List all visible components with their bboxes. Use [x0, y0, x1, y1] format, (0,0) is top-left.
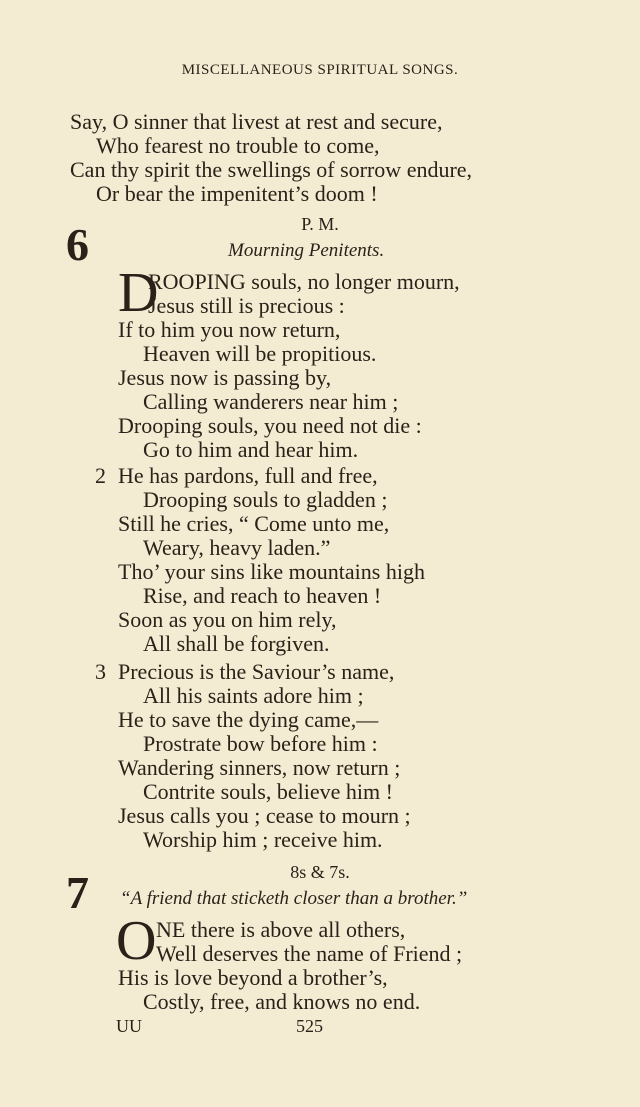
- verse-line: His is love beyond a brother’s,: [118, 965, 388, 990]
- verse-line: Or bear the impenitent’s doom !: [96, 181, 378, 206]
- verse-line: Say, O sinner that livest at rest and secure,: [70, 109, 443, 134]
- verse-line: Drooping souls to gladden ;: [143, 487, 388, 512]
- verse-line: Jesus calls you ; cease to mourn ;: [118, 803, 411, 828]
- verse-line: Soon as you on him rely,: [118, 607, 337, 632]
- verse-line: Calling wanderers near him ;: [143, 389, 399, 414]
- verse-line: Well deserves the name of Friend ;: [156, 941, 463, 966]
- verse-line: If to him you now return,: [118, 317, 341, 342]
- verse-line: ROOPING souls, no longer mourn,: [148, 269, 460, 294]
- drop-cap: D: [118, 262, 159, 324]
- verse-line: He to save the dying came,—: [118, 707, 379, 732]
- verse-line: All his saints adore him ;: [143, 683, 364, 708]
- verse-line: Jesus still is precious :: [148, 293, 345, 318]
- hymn-meter: P. M.: [301, 214, 339, 234]
- stanza-number: 2: [95, 463, 106, 488]
- hymn-title: Mourning Penitents.: [228, 240, 385, 261]
- verse-line: NE there is above all others,: [156, 917, 406, 942]
- drop-cap: O: [116, 910, 157, 972]
- verse-line: Tho’ your sins like mountains high: [118, 559, 425, 584]
- verse-line: Weary, heavy laden.”: [143, 535, 331, 560]
- verse-line: Prostrate bow before him :: [143, 731, 378, 756]
- verse-line: Go to him and hear him.: [143, 437, 359, 462]
- stanza-number: 3: [95, 659, 106, 684]
- verse-line: Jesus now is passing by,: [118, 365, 332, 390]
- signature-mark: UU: [116, 1016, 142, 1036]
- verse-line: Costly, free, and knows no end.: [143, 989, 421, 1014]
- verse-line: Who fearest no trouble to come,: [96, 133, 380, 158]
- verse-line: All shall be forgiven.: [143, 631, 330, 656]
- page-number: 525: [296, 1016, 323, 1036]
- verse-line: Rise, and reach to heaven !: [143, 583, 382, 608]
- verse-line: Heaven will be propitious.: [143, 341, 377, 366]
- verse-line: Wandering sinners, now return ;: [118, 755, 401, 780]
- running-header: MISCELLANEOUS SPIRITUAL SONGS.: [181, 62, 459, 78]
- verse-line: Precious is the Saviour’s name,: [118, 659, 395, 684]
- hymn-meter: 8s & 7s.: [290, 862, 350, 882]
- verse-line: He has pardons, full and free,: [118, 463, 378, 488]
- verse-line: Contrite souls, believe him !: [143, 779, 393, 804]
- verse-line: Can thy spirit the swellings of sorrow endure,: [70, 157, 473, 182]
- verse-line: Drooping souls, you need not die :: [118, 413, 422, 438]
- verse-line: Worship him ; receive him.: [143, 827, 383, 852]
- hymn-number: 7: [66, 867, 89, 918]
- hymn-title: “A friend that sticketh closer than a brother.”: [120, 888, 468, 909]
- verse-line: Still he cries, “ Come unto me,: [118, 511, 390, 536]
- hymn-number: 6: [66, 219, 89, 270]
